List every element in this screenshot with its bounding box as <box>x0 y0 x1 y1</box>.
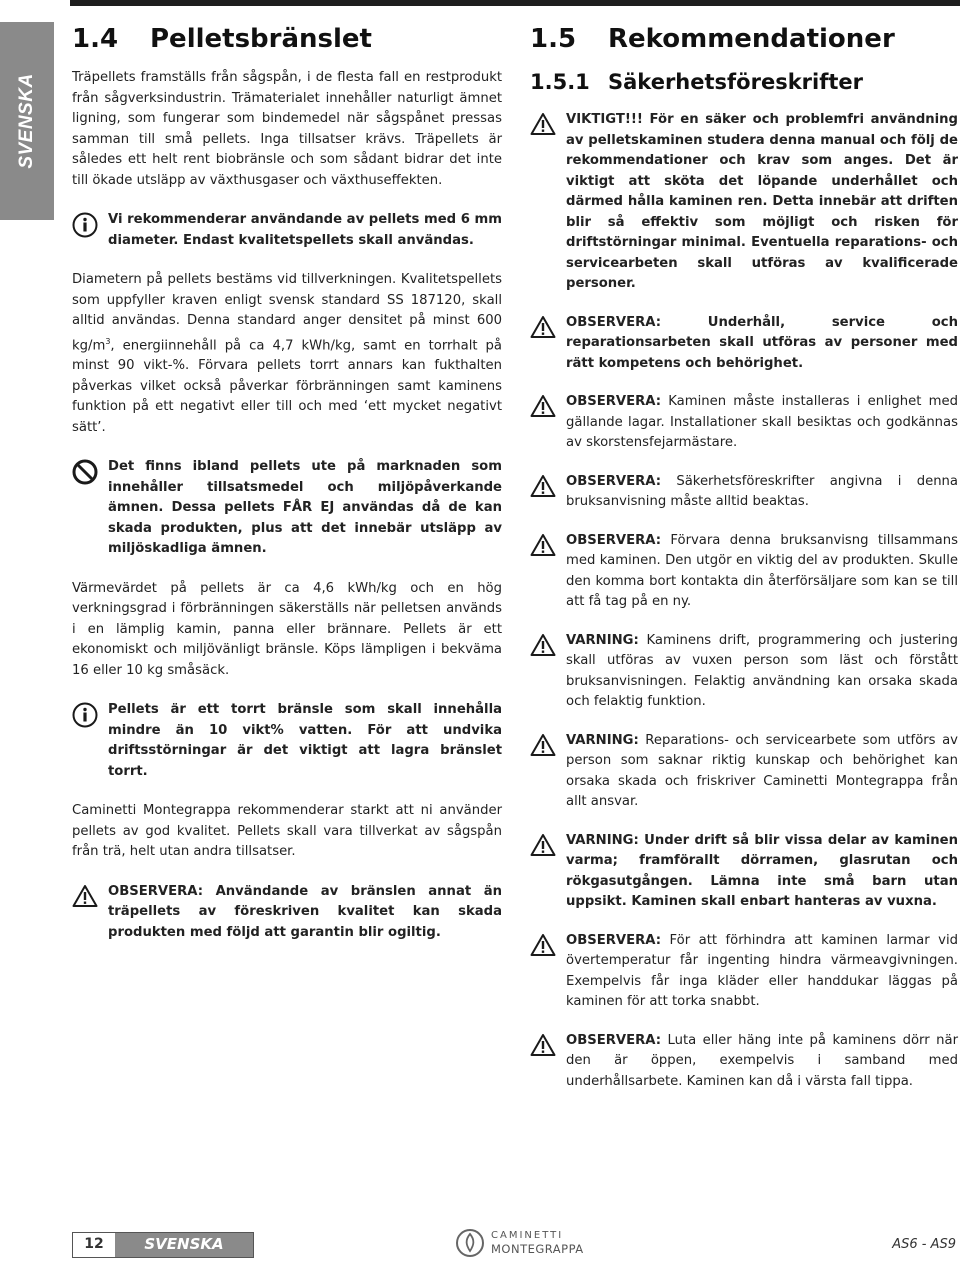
warning-notice-safety-rules <box>530 472 958 513</box>
warning-icon <box>530 1033 556 1057</box>
prohibition-notice <box>72 457 502 560</box>
subsection-heading-1-5-1 <box>530 68 958 96</box>
subheading-text: Säkerhetsföreskrifter <box>608 70 863 94</box>
heading-text: Pelletsbränslet <box>150 24 372 54</box>
warning-text <box>566 531 958 613</box>
warning-icon <box>530 315 556 339</box>
side-tab-label: SVENSKA <box>16 73 37 169</box>
warning-notice-overheating <box>530 931 958 1013</box>
warning-body: Kaminen måste installeras i enlighet med gällande lagar. Installationer skall besiktas och godkännas av skorstensfejarmästare. <box>566 394 958 450</box>
warning-notice-operation <box>530 631 958 713</box>
warning-notice-important <box>530 110 958 295</box>
language-side-tab <box>0 22 54 220</box>
warning-text: OBSERVERA: Användande av bränslen annat än träpellets av föreskriven kvalitet kan skada produkten med följd att garantin blir ogiltig. <box>108 883 502 940</box>
warning-text: VARNING: Under drift så blir vissa delar av kaminen varma; framförallt dörramen, glasrutan och rökgasutgången. Lämna inte små barn utan uppsikt. Kaminen skall enbart hanteras av vuxna. <box>566 832 958 909</box>
top-rule <box>70 0 960 6</box>
warning-body: Luta eller häng inte på kaminens dörr när den är öppen, exempelvis i samband med underhållsarbete. Kaminen kan då i värsta fall tippa. <box>566 1032 958 1089</box>
warning-text <box>566 931 958 1013</box>
warning-icon <box>530 112 556 136</box>
paragraph-heating-value: Värmevärdet på pellets är ca 4,6 kWh/kg och en hög verkningsgrad i förbränningen säkerställs när pelletsen används i en lämplig kamin, panna eller brännare. Pellets är ett ekonomiskt och miljövänligt bränsle. Köps lämpligen i bekväma 16 eller 10 kg småsäck. <box>72 580 502 678</box>
subheading-number: 1.5.1 <box>530 70 590 94</box>
warning-icon <box>530 833 556 857</box>
warning-notice-maintenance <box>530 313 958 375</box>
warning-text <box>566 631 958 713</box>
model-label: AS6 - AS9 <box>892 1237 956 1252</box>
warning-body: Säkerhetsföreskrifter angivna i denna bruksanvisning måste alltid beaktas. <box>566 473 958 509</box>
paragraph-intro: Träpellets framställs från sågspån, i de flesta fall en restprodukt från sågverksindustrin. Trämaterialet innehåller naturligt ämnet ligning, som fungerar som bindemedel när sågspånet pressas samman till små pellets. Inga tillsatser krävs. Träpellets är således ett helt rent biobränsle och som sådant bidrar det inte till ökade utsläpp av växthusgaser och växthuseffekten. <box>72 70 502 188</box>
warning-icon <box>530 533 556 557</box>
info-icon <box>72 702 98 728</box>
warning-notice-hot-parts <box>530 831 958 913</box>
brand-name-top: CAMINETTI <box>491 1230 564 1241</box>
warning-label: VARNING: <box>566 632 639 648</box>
paragraph-recommendation: Caminetti Montegrappa rekommenderar starkt att ni använder pellets av god kvalitet. Pellets skall vara tillverkat av sågspån från trä, helt utan andra tillsatser. <box>72 803 502 860</box>
right-column <box>530 22 958 1110</box>
paragraph-diameter-part1: Diametern på pellets bestäms vid tillverkningen. Kvalitetspellets som uppfyller kraven enligt svensk standard SS 187120, skall alltid användas. Denna standard anger densitet på minst 600 kg/m <box>72 272 502 353</box>
warning-body: Reparations- och servicearbete som utförs av person som saknar riktig kunskap och behörighet kan orsaka skada och friskriver Caminetti Montegrappa från allt ansvar. <box>566 732 958 809</box>
warning-label: OBSERVERA: <box>566 532 662 548</box>
warning-text <box>566 731 958 813</box>
warning-icon <box>530 633 556 657</box>
warning-label: OBSERVERA: <box>566 932 662 948</box>
warning-label: OBSERVERA: <box>566 1032 662 1048</box>
left-column <box>72 22 502 961</box>
paragraph-diameter-part2: , energiinnehåll på ca 4,7 kWh/kg, samt en torrhalt på minst 90 vikt-%. Förvara pellets torrt annars kan fukthalten påverkas vilket också påverkar förbränningen samt kaminens funktion på ett negativt eller till och med ‘ett mycket negativt sätt’. <box>72 337 502 435</box>
page-number: 12 <box>73 1233 115 1257</box>
warning-icon <box>530 733 556 757</box>
warning-body: Förvara denna bruksanvisng tillsammans med kaminen. Den utgör en viktig del av produkten. Skulle den komma bort kontakta din återförsäljare som kan se till att få tag på en ny. <box>566 532 958 609</box>
paragraph-diameter <box>72 270 502 438</box>
heading-number: 1.5 <box>530 24 577 54</box>
info-icon <box>72 212 98 238</box>
section-heading-1-4 <box>72 22 502 56</box>
warning-body: Kaminens drift, programmering och justering skall utföras av vuxen person som läst och förstått bruksanvisningen. Felaktig användning kan orsaka skada och felaktig funktion. <box>566 632 958 709</box>
warning-icon <box>72 884 98 908</box>
warning-text <box>566 392 958 454</box>
warning-label: OBSERVERA: <box>566 394 662 409</box>
footer-language: SVENSKA <box>115 1233 253 1257</box>
flame-logo-icon <box>455 1228 485 1258</box>
prohibition-text: Det finns ibland pellets ute på marknaden som innehåller tillsatsmedel och miljöpåverkande ämnen. Dessa pellets FÅR EJ användas då de kan skada produkten, plus att det innebär utsläpp av miljöskadliga ämnen. <box>108 459 502 557</box>
warning-notice-repairs <box>530 731 958 813</box>
brand-name-bottom: MONTEGRAPPA <box>491 1242 584 1256</box>
warning-text: VIKTIGT!!! För en säker och problemfri användning av pelletskaminen studera denna manual och följ de rekommendationer och krav som anges. Det är viktigt att sköta det löpande underhållet och därmed hålla kaminen ren. Detta innebär att driften blir så effektiv som möjligt och risken för driftstörningar minimal. Eventuella reparations- och servicearbeten skall utföras av kvalificerade personer. <box>566 112 958 291</box>
info-text: Vi rekommenderar användande av pellets med 6 mm diameter. Endast kvalitetspellets skall användas. <box>108 212 502 248</box>
brand-logo <box>455 1228 585 1260</box>
warning-notice-fuel <box>72 882 502 944</box>
warning-icon <box>530 933 556 957</box>
section-heading-1-5 <box>530 22 958 56</box>
warning-label: OBSERVERA: <box>566 473 662 489</box>
superscript: 3 <box>105 336 111 346</box>
warning-label: VARNING: <box>566 732 639 748</box>
warning-text <box>566 472 958 513</box>
warning-body: För att förhindra att kaminen larmar vid övertemperatur får ingenting hindra värmeavgivningen. Exempelvis får inga kläder eller handdukar läggas på kaminen för att torka snabbt. <box>566 932 958 1009</box>
footer-page-box <box>72 1232 254 1258</box>
warning-text: OBSERVERA: Underhåll, service och reparationsarbeten skall utföras av personer med rätt kompetens och behörighet. <box>566 314 958 371</box>
warning-icon <box>530 394 556 418</box>
info-notice-diameter <box>72 210 502 251</box>
heading-number: 1.4 <box>72 24 119 54</box>
heading-text: Rekommendationer <box>608 24 895 54</box>
info-text: Pellets är ett torrt bränsle som skall innehålla mindre än 10 vikt% vatten. För att undvika driftsstörningar är det viktigt att lagra bränslet torrt. <box>108 702 502 779</box>
warning-notice-door <box>530 1031 958 1093</box>
prohibited-icon <box>72 459 98 485</box>
warning-icon <box>530 474 556 498</box>
warning-text <box>566 1031 958 1093</box>
info-notice-moisture <box>72 700 502 782</box>
warning-notice-installation <box>530 392 958 454</box>
warning-notice-keep-manual <box>530 531 958 613</box>
